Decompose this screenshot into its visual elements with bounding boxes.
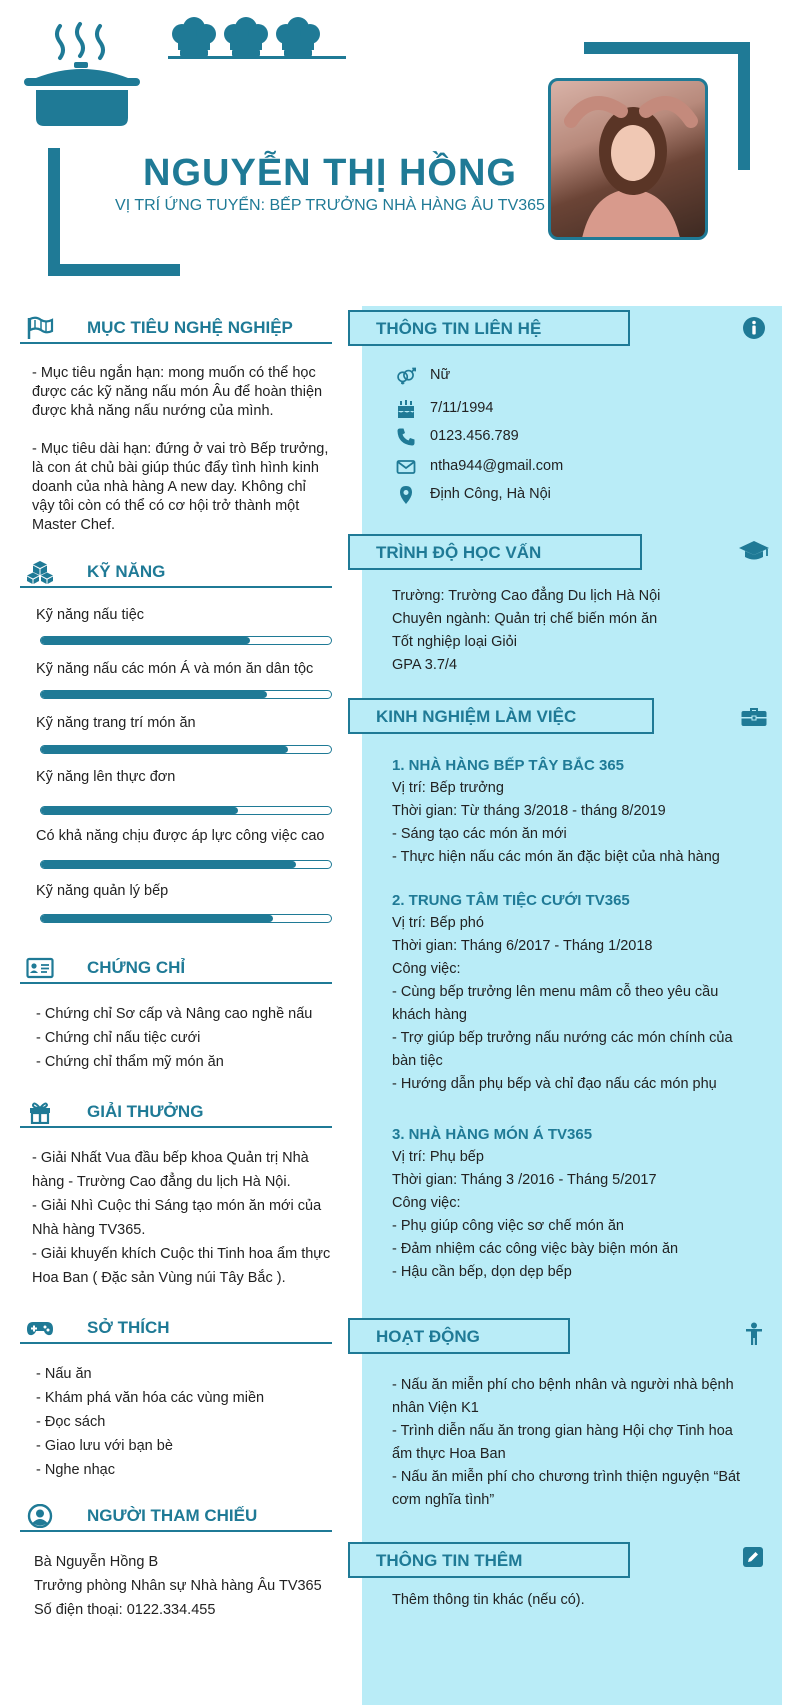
skill-bar-fill [41,807,238,814]
list-item: - Đọc sách [36,1414,106,1430]
activities-title: HOẠT ĐỘNG [376,1327,480,1346]
location-pin-icon [396,485,416,505]
info-icon [742,316,766,340]
reference-details [34,1550,334,1622]
objective-title: MỤC TIÊU NGHỆ NGHIỆP [87,318,293,337]
reference-phone: Số điện thoại: 0122.334.455 [34,1602,216,1618]
job-line: Công việc: [392,961,461,977]
extra-heading [348,1542,630,1578]
skill-bar-fill [41,691,267,698]
education-title: TRÌNH ĐỘ HỌC VẤN [376,543,542,562]
job-line: Vị trí: Phụ bếp [392,1149,484,1165]
edit-icon [742,1546,764,1568]
skill-bar-fill [41,915,273,922]
id-card-icon [26,956,54,980]
objective-short-term: - Mục tiêu ngắn hạn: mong muốn có thể học được các kỹ năng nấu món Âu để hoàn thiện được khả năng nấu nướng của mình. [32,365,323,419]
cubes-icon [26,560,54,584]
candidate-name: NGUYỄN THỊ HỒNG [143,152,517,194]
list-item: - Giao lưu với bạn bè [36,1438,173,1454]
experience-heading [348,698,654,734]
skill-label: Có khả năng chịu được áp lực công việc cao [36,828,325,844]
list-item: - Chứng chỉ thẩm mỹ món ăn [36,1054,224,1070]
gender-value: Nữ [430,367,451,383]
activities-list [392,1374,756,1512]
briefcase-icon [740,704,768,728]
skill-bar [40,860,332,869]
reference-title: NGƯỜI THAM CHIẾU [87,1506,258,1525]
education-gpa: GPA 3.7/4 [392,657,458,673]
profile-photo [548,78,708,240]
header-underline [168,56,346,59]
phone-value[interactable]: 0123.456.789 [430,428,519,444]
skill-bar [40,914,332,923]
skills-heading [20,560,332,588]
job-line: - Hậu cần bếp, dọn dẹp bếp [392,1264,572,1280]
job-title: 1. NHÀ HÀNG BẾP TÂY BẮC 365 [392,757,625,774]
skill-label: Kỹ năng lên thực đơn [36,769,176,785]
phone-icon [396,427,416,447]
list-item: - Nấu ăn miễn phí cho chương trình thiện nguyện “Bát cơm nghĩa tình” [392,1469,741,1508]
skill-label: Kỹ năng quản lý bếp [36,883,169,899]
job-line: - Sáng tạo các món ăn mới [392,826,567,842]
job-line: Công việc: [392,1195,461,1211]
list-item: - Nấu ăn [36,1366,92,1382]
job-line: Thời gian: Từ tháng 3/2018 - tháng 8/2019 [392,803,666,819]
objective-heading [20,316,332,344]
email-value[interactable]: ntha944@gmail.com [430,458,564,474]
certificates-heading [20,956,332,984]
hobbies-heading [20,1316,332,1344]
reference-role: Trưởng phòng Nhân sự Nhà hàng Âu TV365 [34,1578,322,1594]
job-line: - Cùng bếp trưởng lên menu mâm cỗ theo yêu cầu khách hàng [392,984,719,1023]
objective-long-term: - Mục tiêu dài hạn: đứng ở vai trò Bếp trưởng, là con át chủ bài giúp thúc đẩy tình hình kinh doanh của nhà hàng A new day. Không chỉ vậy tôi còn có thể có cơ hội trở thành một Master Chef. [32,441,329,533]
extra-text: Thêm thông tin khác (nếu có). [392,1592,585,1608]
flag-icon [26,316,54,340]
job-line: Thời gian: Tháng 6/2017 - Tháng 1/2018 [392,938,653,954]
education-school: Trường: Trường Cao đẳng Du lịch Hà Nội [392,588,661,604]
skill-bar-fill [41,746,288,753]
extra-title: THÔNG TIN THÊM [376,1551,523,1570]
list-item: - Nấu ăn miễn phí cho bệnh nhân và người nhà bệnh nhân Viện K1 [392,1377,734,1416]
skill-bar [40,745,332,754]
skill-bar [40,690,332,699]
awards-title: GIẢI THƯỞNG [87,1102,204,1121]
reference-name: Bà Nguyễn Hồng B [34,1554,159,1570]
experience-job-1 [392,754,762,869]
job-line: - Thực hiện nấu các món ăn đặc biệt của nhà hàng [392,849,720,865]
certificates-title: CHỨNG CHỈ [87,958,186,977]
email-icon [396,457,416,477]
left-bracket-horizontal [48,264,180,276]
reference-heading [20,1504,332,1532]
job-line: Vị trí: Bếp phó [392,915,484,931]
list-item: - Chứng chỉ Sơ cấp và Nâng cao nghề nấu [36,1006,313,1022]
skill-label: Kỹ năng nấu tiệc [36,607,145,623]
right-bracket-vertical [738,42,750,170]
job-line: Vị trí: Bếp trưởng [392,780,504,796]
experience-job-3 [392,1123,762,1284]
address-value: Định Công, Hà Nội [430,486,551,502]
list-item: - Khám phá văn hóa các vùng miền [36,1390,265,1406]
gender-icon [396,366,416,386]
job-line: - Hướng dẫn phụ bếp và chỉ đạo nấu các món phụ [392,1076,717,1092]
list-item: - Giải Nhất Vua đầu bếp khoa Quản trị Nhà hàng - Trường Cao đẳng du lịch Hà Nội. [32,1150,309,1190]
person-icon [744,1322,764,1346]
skill-label: Kỹ năng trang trí món ăn [36,715,196,731]
experience-title: KINH NGHIỆM LÀM VIỆC [376,707,577,726]
experience-job-2 [392,889,760,1096]
birthday-cake-icon [396,399,416,419]
education-rank: Tốt nghiệp loại Giỏi [392,634,517,650]
skill-bar [40,806,332,815]
skill-bar-fill [41,637,250,644]
skill-label: Kỹ năng nấu các món Á và món ăn dân tộc [36,661,314,677]
job-title: 3. NHÀ HÀNG MÓN Á TV365 [392,1126,593,1143]
list-item: - Trình diễn nấu ăn trong gian hàng Hội chợ Tinh hoa ẩm thực Hoa Ban [392,1423,733,1462]
list-item: - Giải Nhì Cuộc thi Sáng tạo món ăn mới của Nhà hàng TV365. [32,1198,322,1238]
education-details [392,585,762,677]
contact-title: THÔNG TIN LIÊN HỆ [376,319,542,338]
gamepad-icon [26,1316,54,1340]
user-circle-icon [26,1504,54,1528]
skill-bar [40,636,332,645]
gift-icon [26,1100,54,1124]
contact-heading [348,310,630,346]
education-major: Chuyên ngành: Quản trị chế biến món ăn [392,611,658,627]
list-item: - Giải khuyến khích Cuộc thi Tinh hoa ẩm thực Hoa Ban ( Đặc sản Vùng núi Tây Bắc ). [32,1246,331,1286]
list-item: - Chứng chỉ nấu tiệc cưới [36,1030,201,1046]
job-line: - Đảm nhiệm các công việc bày biện món ăn [392,1241,679,1257]
job-line: - Phụ giúp công việc sơ chế món ăn [392,1218,624,1234]
education-heading [348,534,642,570]
graduation-cap-icon [738,538,770,562]
right-bracket-horizontal [584,42,750,54]
job-title: 2. TRUNG TÂM TIỆC CƯỚI TV365 [392,892,630,909]
certificates-list [36,1002,336,1074]
skills-title: KỸ NĂNG [87,562,166,581]
applied-position: VỊ TRÍ ỨNG TUYỂN: BẾP TRƯỞNG NHÀ HÀNG ÂU TV365 [115,197,545,214]
job-line: Thời gian: Tháng 3 /2016 - Tháng 5/2017 [392,1172,657,1188]
birthday-value: 7/11/1994 [430,400,494,416]
hobbies-title: SỞ THÍCH [87,1318,170,1337]
skill-bar-fill [41,861,296,868]
hobbies-list [36,1362,336,1482]
cooking-pot-icon [22,20,142,130]
list-item: - Nghe nhạc [36,1462,115,1478]
activities-heading [348,1318,570,1354]
job-line: - Trợ giúp bếp trưởng nấu nướng các món chính của bàn tiệc [392,1030,733,1069]
awards-list [32,1146,334,1290]
awards-heading [20,1100,332,1128]
